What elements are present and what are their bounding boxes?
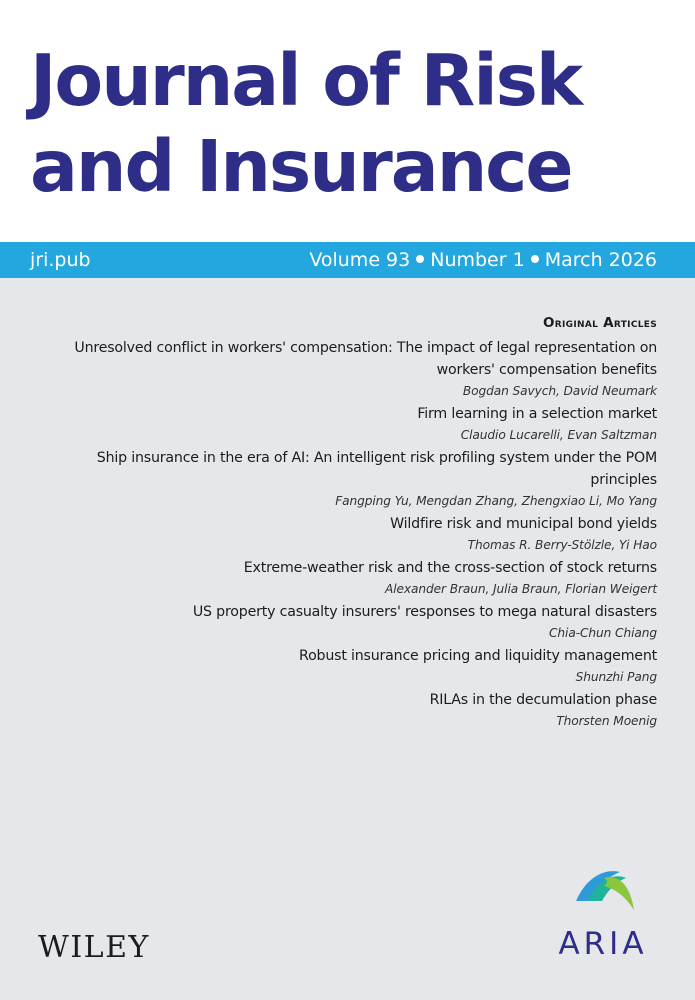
article-title[interactable]: Wildfire risk and municipal bond yields	[390, 516, 657, 532]
article-authors: Claudio Lucarelli, Evan Saltzman	[460, 428, 657, 442]
issue-info	[309, 249, 657, 271]
number-label: Number 1	[430, 249, 525, 271]
article-title[interactable]: Robust insurance pricing and liquidity management	[299, 648, 657, 664]
article-title[interactable]: Firm learning in a selection market	[417, 406, 657, 422]
article-entry[interactable]	[27, 601, 657, 643]
article-title[interactable]: Unresolved conflict in workers' compensation: The impact of legal representation on	[74, 340, 657, 356]
article-list	[27, 337, 657, 731]
aria-wordmark: ARIA	[558, 926, 648, 962]
journal-title	[30, 38, 690, 210]
table-of-contents	[27, 312, 657, 733]
article-entry[interactable]	[27, 689, 657, 731]
bullet-dot-icon	[416, 255, 424, 263]
article-title[interactable]: US property casualty insurers' responses to mega natural disasters	[192, 604, 657, 620]
article-title[interactable]: Extreme-weather risk and the cross-section of stock returns	[243, 560, 657, 576]
article-authors: Alexander Braun, Julia Braun, Florian Weigert	[384, 582, 657, 596]
journal-title-line-2: and Insurance	[30, 125, 572, 208]
volume-label: Volume 93	[309, 249, 411, 271]
date-label: March 2026	[544, 249, 657, 271]
article-authors: Bogdan Savych, David Neumark	[462, 384, 657, 398]
journal-url[interactable]: jri.pub	[30, 249, 91, 271]
aria-mark-icon	[574, 868, 636, 914]
article-entry[interactable]	[27, 337, 657, 401]
article-authors: Thomas R. Berry-Stölzle, Yi Hao	[467, 538, 657, 552]
section-heading: Original Articles	[543, 315, 657, 331]
article-title[interactable]: Ship insurance in the era of AI: An intelligent risk profiling system under the POM principles	[96, 450, 657, 488]
article-entry[interactable]	[27, 403, 657, 445]
issue-band	[0, 242, 695, 278]
article-title[interactable]: RILAs in the decumulation phase	[429, 692, 657, 708]
article-entry[interactable]	[27, 645, 657, 687]
article-entry[interactable]	[27, 447, 657, 511]
article-authors: Thorsten Moenig	[556, 714, 657, 728]
journal-title-line-1: Journal of Risk	[30, 39, 582, 122]
article-authors: Fangping Yu, Mengdan Zhang, Zhengxiao Li, Mo Yang	[335, 494, 657, 508]
article-title[interactable]: workers' compensation benefits	[436, 362, 657, 378]
article-entry[interactable]	[27, 513, 657, 555]
wiley-logo: WILEY	[38, 930, 150, 965]
aria-logo	[548, 868, 658, 968]
bullet-dot-icon	[531, 255, 539, 263]
article-authors: Chia-Chun Chiang	[549, 626, 657, 640]
article-authors: Shunzhi Pang	[575, 670, 657, 684]
article-entry[interactable]	[27, 557, 657, 599]
cover-header	[0, 0, 695, 242]
